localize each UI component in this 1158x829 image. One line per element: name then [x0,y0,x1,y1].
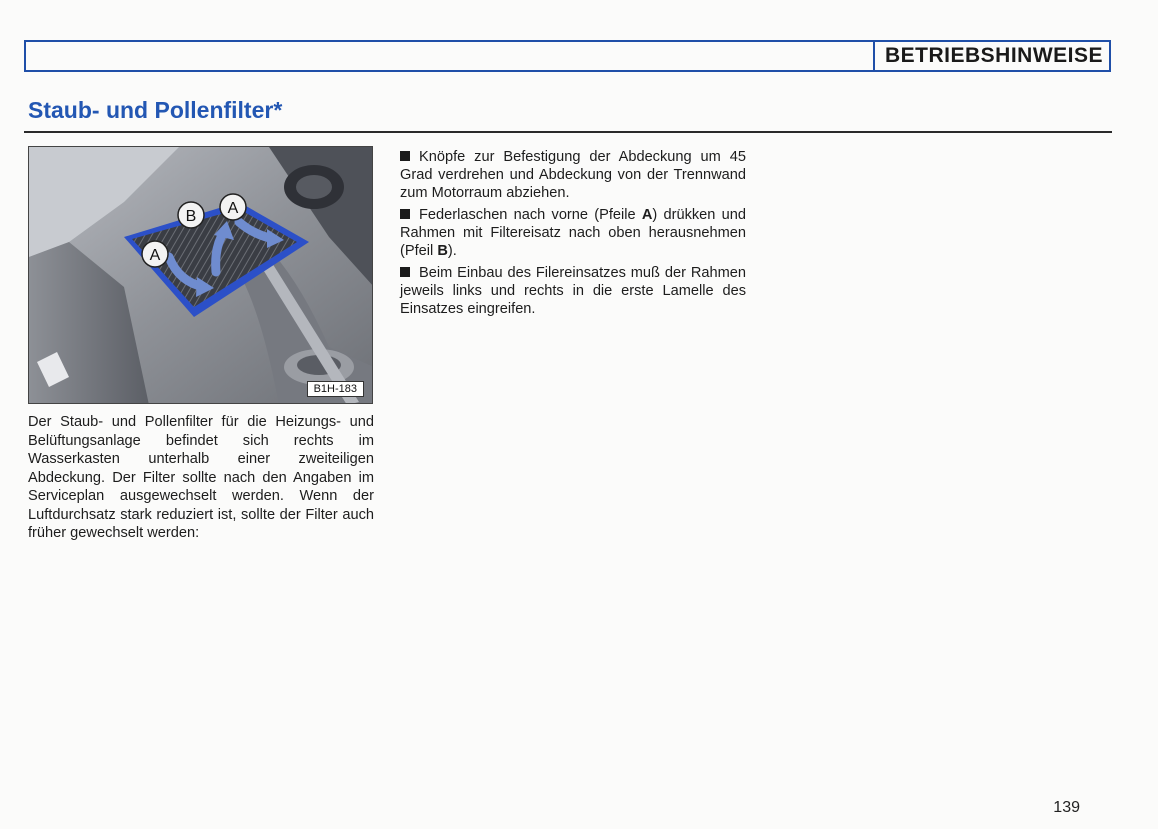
instruction-item [400,264,746,318]
instruction-text: Beim Einbau des Filereinsatzes muß der Rahmen jeweils links und rechts in die erste Lamelle des Einsatzes eingreifen. [400,265,746,317]
title-rule [24,131,1112,133]
callout-a-left-label: A [149,247,161,264]
page-title: Staub- und Pollenfilter* [28,97,283,123]
instruction-text: ). [447,243,457,259]
page-number: 139 [1053,799,1080,816]
filter-illustration [28,146,373,404]
callout-b-label: B [185,208,197,225]
callout-b [178,202,204,228]
bullet-square-icon [400,151,410,161]
figure-code: B1H-183 [307,381,364,397]
bullet-square-icon [400,209,410,219]
instruction-item [400,148,746,202]
section-label: BETRIEBSHINWEISE [873,42,1109,70]
instruction-item [400,206,746,260]
instruction-list [400,148,746,322]
bullet-square-icon [400,267,410,277]
instruction-text: ) drükken und Rahmen mit Filtereisatz nach oben herausnehmen (Pfeil [400,207,746,259]
arrow-ref-a: A [641,207,653,223]
intro-paragraph: Der Staub- und Pollenfilter für die Heizungs- und Belüftungsanlage befindet sich rechts im Wasserkasten unterhalb einer zweiteiligen Abdeckung. Der Filter sollte nach den Angaben im Serviceplan ausgewechselt werden. Wenn der Luftdurchsatz stark reduziert ist, sollte der Filter auch früher gewechselt werden: [28,414,374,541]
callout-a-top-label: A [227,200,239,217]
instruction-text: Knöpfe zur Befestigung der Abdeckung um 45 Grad verdrehen und Abdeckung von der Trennwand zum Motorraum abziehen. [400,149,746,201]
engine-bay-photo [29,147,373,404]
callout-a-left [142,241,168,267]
callout-a-top [220,194,246,220]
instruction-text: Federlaschen nach vorne (Pfeile [419,207,642,223]
arrow-ref-b: B [437,243,448,259]
header-frame [24,40,1111,72]
